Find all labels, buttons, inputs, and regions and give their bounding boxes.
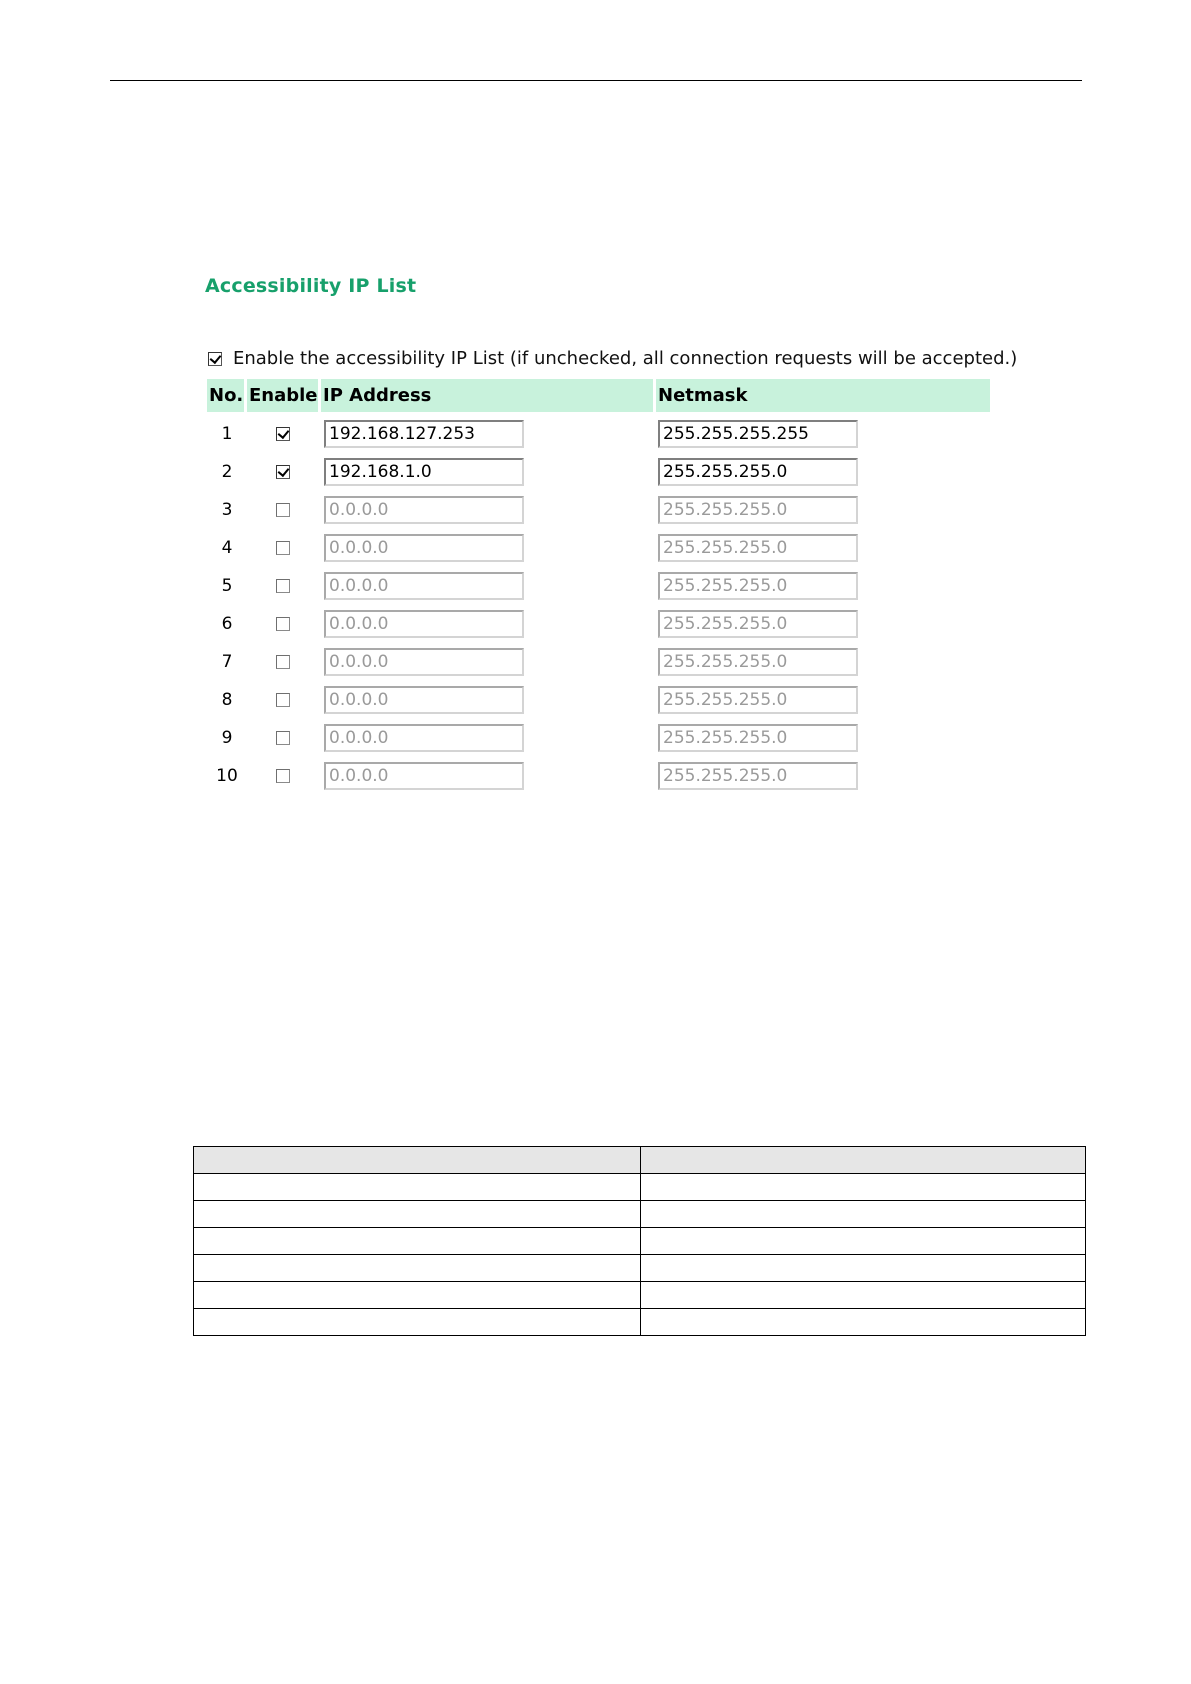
ip-row [0,686,1000,714]
grid-cell [194,1201,641,1228]
grid-cell [641,1174,1086,1201]
ip-row [0,762,1000,790]
grid-cell [641,1282,1086,1309]
grid-cell [194,1147,641,1174]
grid-cell [194,1228,641,1255]
enable-list-row [208,348,1017,369]
enable-list-label: Enable the accessibility IP List (if unchecked, all connection requests will be accepted.) [233,348,1018,369]
ip-address-input[interactable]: 0.0.0.0 [324,762,524,790]
ip-row [0,496,1000,524]
row-number: 5 [221,576,233,596]
netmask-input[interactable]: 255.255.255.0 [658,572,858,600]
ip-row [0,534,1000,562]
enable-list-checkbox[interactable] [208,352,222,366]
row-enable-checkbox[interactable] [276,503,290,517]
grid-row [194,1174,1086,1201]
grid-row [194,1201,1086,1228]
ip-address-input[interactable]: 0.0.0.0 [324,534,524,562]
ip-row [0,724,1000,752]
section-title: Accessibility IP List [205,275,417,297]
ip-row [0,572,1000,600]
row-enable-checkbox[interactable] [276,655,290,669]
grid-row [194,1309,1086,1336]
row-enable-checkbox[interactable] [276,769,290,783]
header-no: No. [207,379,244,412]
row-enable-checkbox[interactable] [276,465,290,479]
ip-address-input[interactable]: 192.168.1.0 [324,458,524,486]
ip-row [0,610,1000,638]
netmask-input[interactable]: 255.255.255.0 [658,724,858,752]
header-netmask: Netmask [656,379,990,412]
netmask-input[interactable]: 255.255.255.0 [658,458,858,486]
ip-row [0,648,1000,676]
ip-row [0,458,1000,486]
ip-address-input[interactable]: 0.0.0.0 [324,648,524,676]
netmask-input[interactable]: 255.255.255.0 [658,610,858,638]
netmask-input[interactable]: 255.255.255.0 [658,496,858,524]
ip-row [0,420,1000,448]
grid-cell [194,1282,641,1309]
grid-row [194,1282,1086,1309]
netmask-input[interactable]: 255.255.255.0 [658,648,858,676]
row-enable-checkbox[interactable] [276,427,290,441]
netmask-input[interactable]: 255.255.255.255 [658,420,858,448]
row-number: 1 [221,424,233,444]
grid-row [194,1255,1086,1282]
netmask-input[interactable]: 255.255.255.0 [658,686,858,714]
netmask-input[interactable]: 255.255.255.0 [658,762,858,790]
row-enable-checkbox[interactable] [276,579,290,593]
ip-address-input[interactable]: 0.0.0.0 [324,496,524,524]
grid-cell [194,1309,641,1336]
grid-cell [641,1309,1086,1336]
grid-header-row [194,1147,1086,1174]
row-number: 2 [221,462,233,482]
ip-address-input[interactable]: 0.0.0.0 [324,610,524,638]
netmask-input[interactable]: 255.255.255.0 [658,534,858,562]
row-enable-checkbox[interactable] [276,541,290,555]
row-number: 8 [221,690,233,710]
row-number: 3 [221,500,233,520]
grid-cell [641,1255,1086,1282]
row-number: 7 [221,652,233,672]
grid-cell [641,1228,1086,1255]
ip-address-input[interactable]: 192.168.127.253 [324,420,524,448]
empty-grid-table [193,1146,1086,1336]
header-enable: Enable [247,379,318,412]
grid-cell [641,1201,1086,1228]
header-ip-address: IP Address [321,379,653,412]
row-enable-checkbox[interactable] [276,617,290,631]
row-number: 9 [221,728,233,748]
grid-cell [194,1255,641,1282]
row-number: 6 [221,614,233,634]
row-enable-checkbox[interactable] [276,693,290,707]
row-number: 4 [221,538,233,558]
grid-row [194,1228,1086,1255]
ip-address-input[interactable]: 0.0.0.0 [324,572,524,600]
top-rule [110,80,1082,81]
grid-cell [194,1174,641,1201]
grid-cell [641,1147,1086,1174]
ip-address-input[interactable]: 0.0.0.0 [324,724,524,752]
row-enable-checkbox[interactable] [276,731,290,745]
row-number: 10 [216,766,238,786]
ip-address-input[interactable]: 0.0.0.0 [324,686,524,714]
